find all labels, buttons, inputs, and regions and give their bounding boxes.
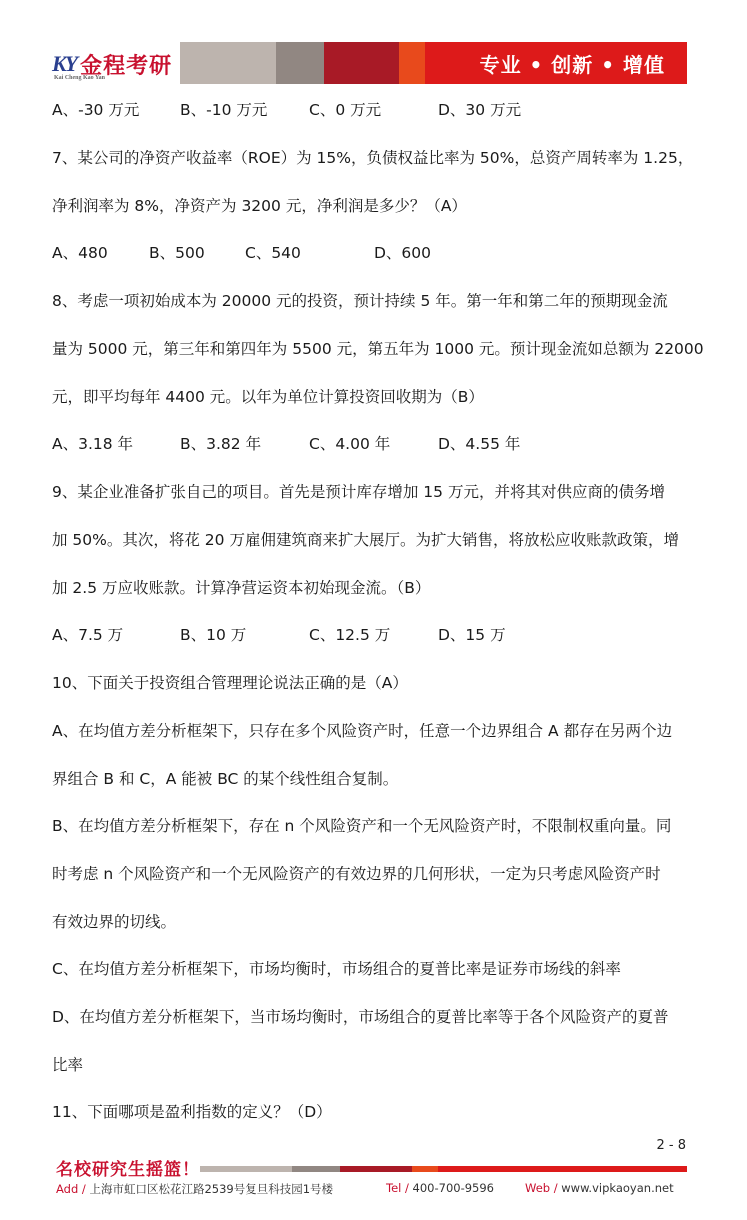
q8-line-1: 8、考虑一项初始成本为 20000 元的投资，预计持续 5 年。第一年和第二年的预期现金流 xyxy=(52,292,668,310)
tel-label: Tel / xyxy=(386,1181,409,1195)
q6-option-d: D、30 万元 xyxy=(438,101,522,119)
logo-mark-subtitle: Kai Cheng Kao Yan xyxy=(54,75,105,81)
q9-line-1: 9、某企业准备扩张自己的项目。首先是预计库存增加 15 万元，并将其对供应商的债务增 xyxy=(52,483,665,501)
q11-stem: 11、下面哪项是盈利指数的定义？（D） xyxy=(52,1103,332,1121)
logo-text: 金程考研 xyxy=(80,53,173,79)
footer-bar-orange xyxy=(412,1166,438,1172)
header-bar-dark-red xyxy=(324,42,399,84)
q7-option-b: B、500 xyxy=(149,244,205,262)
web-label: Web / xyxy=(525,1181,558,1195)
header-bar-orange xyxy=(399,42,425,84)
footer-slogan: 名校研究生摇篮！ xyxy=(56,1160,200,1180)
q10-stem: 10、下面关于投资组合管理理论说法正确的是（A） xyxy=(52,674,408,692)
page-header xyxy=(0,0,747,90)
q10-b-line-1: B、在均值方差分析框架下，存在 n 个风险资产和一个无风险资产时，不限制权重向量。同 xyxy=(52,817,672,835)
q8-option-b: B、3.82 年 xyxy=(180,435,262,453)
footer-bar-red xyxy=(438,1166,687,1172)
q10-b-line-3: 有效边界的切线。 xyxy=(52,913,177,931)
q6-option-a: A、-30 万元 xyxy=(52,101,140,119)
q9-option-a: A、7.5 万 xyxy=(52,626,124,644)
q7-line-2: 净利润率为 8%，净资产为 3200 元，净利润是多少？（A） xyxy=(52,197,467,215)
q7-option-a: A、480 xyxy=(52,244,108,262)
logo xyxy=(52,44,172,84)
q9-option-d: D、15 万 xyxy=(438,626,506,644)
q10-d-line-1: D、在均值方差分析框架下，当市场均衡时，市场组合的夏普比率等于各个风险资产的夏普 xyxy=(52,1008,669,1026)
footer-web[interactable] xyxy=(525,1181,674,1195)
q10-d-line-2: 比率 xyxy=(52,1056,84,1074)
q7-line-1: 7、某公司的净资产收益率（ROE）为 15%，负债权益比率为 50%，总资产周转率为 1.25， xyxy=(52,149,694,167)
q10-c-line-1: C、在均值方差分析框架下，市场均衡时，市场组合的夏普比率是证券市场线的斜率 xyxy=(52,960,621,978)
q10-a-line-1: A、在均值方差分析框架下，只存在多个风险资产时，任意一个边界组合 A 都存在另两个边 xyxy=(52,722,673,740)
q10-b-line-2: 时考虑 n 个风险资产和一个无风险资产的有效边界的几何形状，一定为只考虑风险资产时 xyxy=(52,865,661,883)
q8-option-a: A、3.18 年 xyxy=(52,435,134,453)
header-bar-light-gray xyxy=(180,42,276,84)
footer-bar-light-gray xyxy=(200,1166,292,1172)
q7-option-c: C、540 xyxy=(245,244,301,262)
q8-option-c: C、4.00 年 xyxy=(309,435,391,453)
address-text: 上海市虹口区松花江路2539号复旦科技园1号楼 xyxy=(89,1182,334,1196)
q10-a-line-2: 界组合 B 和 C，A 能被 BC 的某个线性组合复制。 xyxy=(52,770,399,788)
header-bar-dark-gray xyxy=(276,42,324,84)
q6-option-c: C、0 万元 xyxy=(309,101,382,119)
address-label: Add / xyxy=(56,1182,86,1196)
tel-text: 400-700-9596 xyxy=(412,1181,494,1195)
logo-mark: KY Kai Cheng Kao Yan xyxy=(52,51,105,81)
footer-tel xyxy=(386,1181,494,1195)
q9-line-2: 加 50%。其次，将花 20 万雇佣建筑商来扩大展厅。为扩大销售，将放松应收账款政策，增 xyxy=(52,531,679,549)
header-slogan: 专业 • 创新 • 增值 xyxy=(479,52,665,77)
q7-option-d: D、600 xyxy=(374,244,432,262)
q8-line-3: 元，即平均每年 4400 元。以年为单位计算投资回收期为（B） xyxy=(52,388,484,406)
footer-bar-dark-gray xyxy=(292,1166,340,1172)
q9-line-3: 加 2.5 万应收账款。计算净营运资本初始现金流。（B） xyxy=(52,579,431,597)
q6-option-b: B、-10 万元 xyxy=(180,101,268,119)
q9-option-c: C、12.5 万 xyxy=(309,626,391,644)
q8-option-d: D、4.55 年 xyxy=(438,435,521,453)
q8-line-2: 量为 5000 元，第三年和第四年为 5500 元，第五年为 1000 元。预计现金流如总额为 22000 xyxy=(52,340,704,358)
page-number: 2 - 8 xyxy=(656,1138,686,1153)
q9-option-b: B、10 万 xyxy=(180,626,247,644)
web-link[interactable]: www.vipkaoyan.net xyxy=(561,1181,674,1195)
footer-address xyxy=(56,1181,333,1197)
footer-bar-dark-red xyxy=(340,1166,412,1172)
